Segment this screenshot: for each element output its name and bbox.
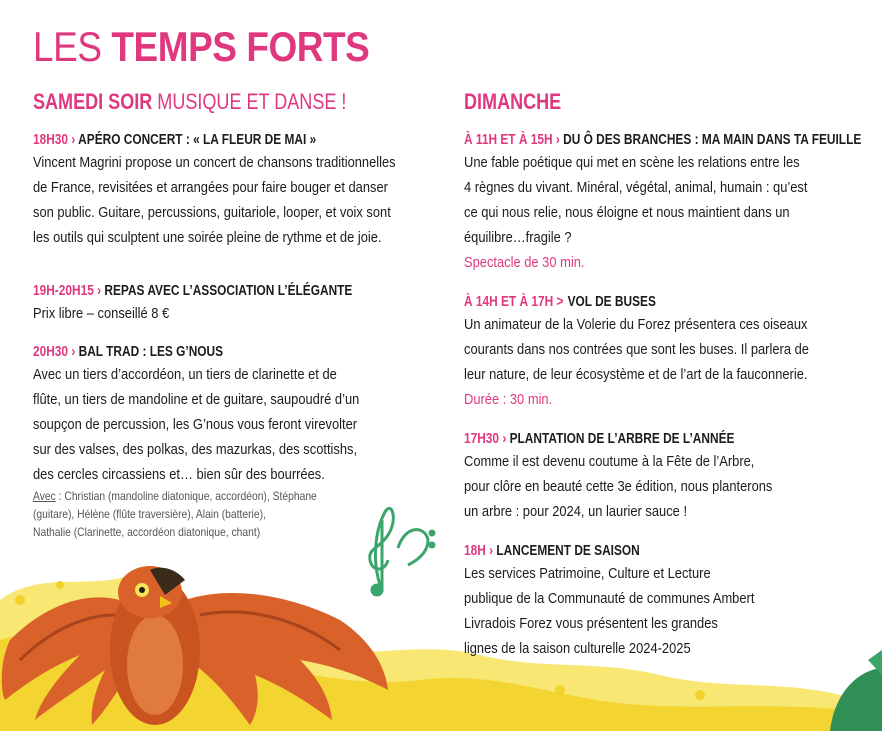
performers-credit: Avec : Christian (mandoline diatonique, accordéon), Stéphane (guitare), Hélène (flûte traversière), Alain (batterie), Nathalie (Clarinette, accordéon diatonique, chant) (33, 489, 317, 539)
event-repas (33, 281, 422, 326)
event-header: 18H30 › APÉRO CONCERT : « LA FLEUR DE MAI » (33, 132, 317, 148)
event-du-o-des-branches (464, 130, 882, 275)
event-header: À 14H ET À 17H > VOL DE BUSES (464, 294, 656, 310)
event-duration: Spectacle de 30 min. (464, 254, 585, 271)
event-header: 20H30 › BAL TRAD : LES G’NOUS (33, 344, 224, 360)
event-header: 19H-20H15 › REPAS AVEC L’ASSOCIATION L’ÉLÉGANTE (33, 283, 353, 299)
saturday-heading: SAMEDI SOIR MUSIQUE ET DANSE ! (33, 89, 347, 114)
event-description: Une fable poétique qui met en scène les relations entre les 4 règnes du vivant. Minéral, végétal, animal, humain : qu’est ce qui nous relie, nous éloigne et nous maintient dans un équilibre…fragile ? Spectacle de 30 min. (464, 150, 881, 275)
event-vol-de-buses (464, 292, 865, 412)
event-plantation (464, 429, 823, 524)
event-bal-trad (33, 342, 412, 541)
event-description: Les services Patrimoine, Culture et Lecture publique de la Communauté de communes Ambert Livradois Forez vous présentent les grandes lignes de la saison culturelle 2024-2025 (464, 565, 755, 657)
page-title: LES TEMPS FORTS (33, 23, 370, 70)
event-description: Comme il est devenu coutume à la Fête de l’Arbre, pour clôre en beauté cette 3e édition, nous planterons un arbre : pour 2024, un laurier sauce ! (464, 453, 773, 520)
bush-decoration (830, 650, 882, 731)
sunday-heading: DIMANCHE (464, 89, 562, 114)
event-header: À 11H ET À 15H › DU Ô DES BRANCHES : MA MAIN DANS TA FEUILLE (464, 132, 862, 148)
event-description: Vincent Magrini propose un concert de chansons traditionnelles de France, revisitées et arrangées pour faire bouger et danser son public. Guitare, percussions, guitariole, looper, et voix sont les outils qui sculptent une soirée pleine de rythme et de joie. (33, 154, 396, 246)
event-lancement-saison (464, 541, 802, 661)
event-apero-concert (33, 130, 455, 250)
event-description: Un animateur de la Volerie du Forez présentera ces oiseaux courants dans nos contrées que sont les buses. Il parlera de leur nature, de leur écosystème et de l’art de la fauconnerie. Durée : 30 min. (464, 312, 809, 412)
event-duration: Durée : 30 min. (464, 391, 553, 408)
event-header: 18H › LANCEMENT DE SAISON (464, 543, 640, 559)
event-header: 17H30 › PLANTATION DE L’ARBRE DE L’ANNÉE (464, 431, 735, 447)
event-description: Prix libre – conseillé 8 € (33, 305, 170, 322)
event-description: Avec un tiers d’accordéon, un tiers de clarinette et de flûte, un tiers de mandoline et de guitare, saupoudré d’un soupçon de percussion, les G’nous vous feront virevolter sur des valses, des polkas, des mazurkas, des scottishs, des cercles circassiens et… bien sûr des bourrées. (33, 366, 360, 483)
